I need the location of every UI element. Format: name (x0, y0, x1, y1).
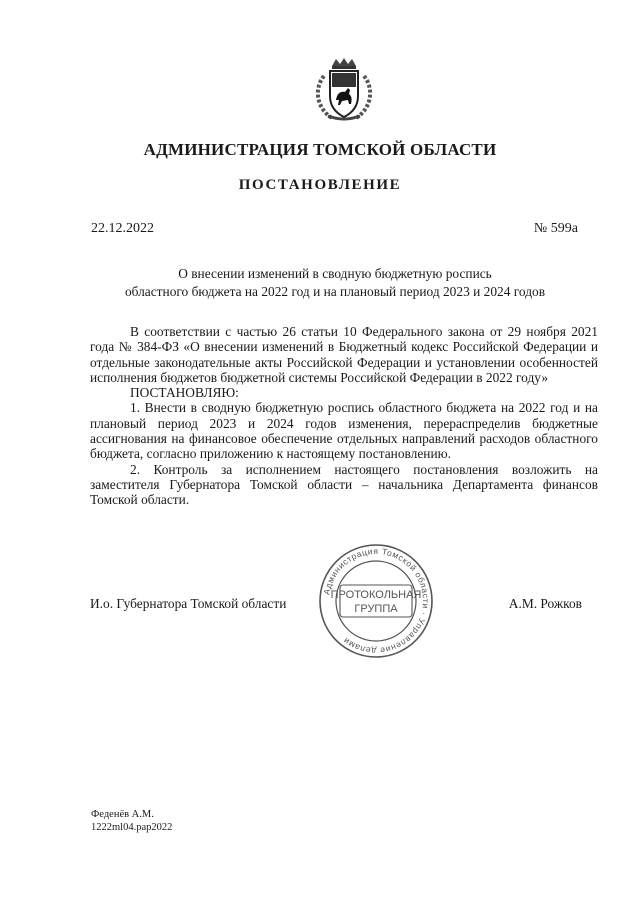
signatory-name: А.М. Рожков (508, 596, 582, 611)
stamp-outer-text: Администрация Томской области · Управление делами (321, 545, 432, 657)
subject-line-2: областного бюджета на 2022 год и на плановый период 2023 и 2024 годов (124, 284, 546, 299)
executor-name: Феденёв А.М. (91, 809, 154, 820)
stamp-inner-line-1: ПРОТОКОЛЬНАЯ (330, 589, 422, 601)
document-subject (90, 265, 580, 301)
item-1-paragraph: 1. Внести в сводную бюджетную роспись областного бюджета на 2022 год и на плановый период 2023 и 2024 годов изменения, перераспределив бюджетные ассигнования на финансовое обеспечение отдельных направлений расходов областного бюджета, согласно приложению к настоящему постановлению. (90, 400, 598, 462)
signatory-position: И.о. Губернатора Томской области (90, 596, 287, 611)
stamp-inner-line-2: ГРУППА (354, 603, 398, 615)
document-body (90, 324, 598, 508)
file-code: 1222ml04.pap2022 (91, 822, 173, 833)
subject-line-1: О внесении изменений в сводную бюджетную роспись (178, 266, 492, 281)
decree-word: ПОСТАНОВЛЯЮ: (130, 385, 239, 401)
item-2-paragraph: 2. Контроль за исполнением настоящего постановления возложить на заместителя Губернатора Томской области – начальника Департамента финансов Томской области. (90, 461, 598, 508)
coat-of-arms-icon (310, 56, 378, 124)
document-number: № 599а (533, 221, 578, 236)
stamp-outer-ring (320, 545, 432, 657)
protocol-group-stamp (316, 541, 436, 661)
preamble-paragraph: В соответствии с частью 26 статьи 10 Федерального закона от 29 ноября 2021 года № 384-ФЗ «О внесении изменений в Бюджетный кодекс Российской Федерации и отдельные законодательные акты Российской Федерации и установлении особенностей исполнения бюджетов бюджетной системы Российской Федерации в 2022 году» (90, 324, 598, 385)
organization-title: АДМИНИСТРАЦИЯ ТОМСКОЙ ОБЛАСТИ (143, 140, 497, 159)
document-date: 22.12.2022 (91, 221, 154, 236)
document-footer (91, 808, 172, 834)
document-type: ПОСТАНОВЛЕНИЕ (238, 177, 402, 193)
stamp-inner-ring (336, 561, 416, 641)
